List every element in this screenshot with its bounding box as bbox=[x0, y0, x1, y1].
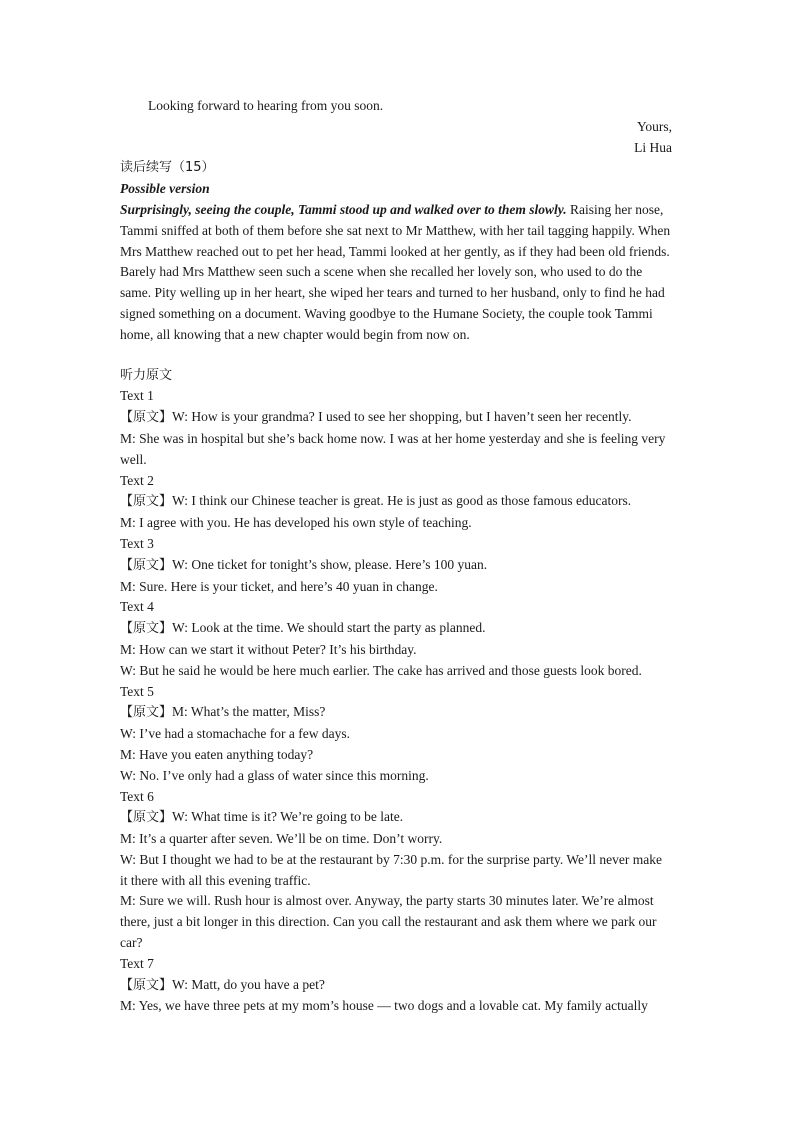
source-marker: 【原文】 bbox=[120, 705, 173, 721]
dialogue-line: W: But I thought we had to be at the restaurant by 7:30 p.m. for the surprise party. We’ll never make it there with all this evening traffic. bbox=[120, 851, 663, 888]
dialogue-text: W: I think our Chinese teacher is great. He is just as good as those famous educators. bbox=[172, 493, 632, 509]
dialogue-text: W: Matt, do you have a pet? bbox=[172, 976, 325, 992]
source-marker: 【原文】 bbox=[120, 410, 173, 426]
paragraph-body: Raising her nose, Tammi sniffed at both of them before she sat next to Mr Matthew, with her tail tagging happily. When Mrs Matthew reached out to pet her head, Tammi looked at her gently, as if they had been old friends. Barely had Mrs Matthew seen such a scene when she recalled her lovely son, who used to do the same. Pity welling up in her heart, she wiped her tears and turned to her husband, only to find he had signed something on a document. Waving goodbye to the Humane Society, the couple took Tammi home, all knowing that a new chapter would begin from now on. bbox=[120, 201, 671, 342]
dialogue-line: M: Have you eaten anything today? bbox=[120, 746, 314, 762]
dialogue-line bbox=[120, 975, 672, 997]
section-spacer bbox=[120, 346, 672, 366]
text-number-label: Text 7 bbox=[120, 955, 154, 971]
text-number-label: Text 4 bbox=[120, 599, 154, 615]
dialogue-text: W: What time is it? We’re going to be late. bbox=[172, 809, 404, 825]
listening-text-block bbox=[120, 471, 672, 534]
dialogue-line bbox=[120, 702, 672, 724]
dialogue-line: W: I’ve had a stomachache for a few days. bbox=[120, 726, 351, 742]
dialogue-line: W: But he said he would be here much earlier. The cake has arrived and those guests look bored. bbox=[120, 662, 642, 678]
listening-text-block bbox=[120, 954, 672, 1017]
section-title-continuation-writing: 读后续写（15） bbox=[120, 160, 215, 176]
dialogue-line bbox=[120, 491, 672, 513]
dialogue-line bbox=[120, 618, 672, 640]
text-number-label: Text 6 bbox=[120, 788, 154, 804]
listening-text-block bbox=[120, 597, 672, 681]
source-marker: 【原文】 bbox=[120, 977, 173, 993]
source-marker: 【原文】 bbox=[120, 621, 173, 637]
text-number-label: Text 5 bbox=[120, 683, 154, 699]
letter-closing-line: Looking forward to hearing from you soon. bbox=[148, 98, 384, 113]
section-title-listening-script: 听力原文 bbox=[120, 367, 173, 383]
dialogue-line: M: I agree with you. He has developed his own style of teaching. bbox=[120, 515, 472, 531]
dialogue-text: W: One ticket for tonight’s show, please. Here’s 100 yuan. bbox=[172, 556, 488, 572]
paragraph-lead-sentence: Surprisingly, seeing the couple, Tammi stood up and walked over to them slowly. bbox=[120, 201, 567, 217]
dialogue-line bbox=[120, 807, 672, 829]
dialogue-line: M: Sure we will. Rush hour is almost over. Anyway, the party starts 30 minutes later. We’re almost there, just a bit longer in this direction. Can you call the restaurant and ask them where we park our car? bbox=[120, 893, 657, 951]
dialogue-line: M: She was in hospital but she’s back home now. I was at her home yesterday and she is feeling very well. bbox=[120, 430, 666, 467]
text-number-label: Text 1 bbox=[120, 388, 154, 404]
dialogue-line: M: Sure. Here is your ticket, and here’s 40 yuan in change. bbox=[120, 578, 438, 594]
listening-text-block bbox=[120, 682, 672, 787]
dialogue-text: M: What’s the matter, Miss? bbox=[172, 704, 326, 720]
listening-text-block bbox=[120, 787, 672, 954]
source-marker: 【原文】 bbox=[120, 494, 173, 510]
possible-version-heading: Possible version bbox=[120, 181, 210, 197]
source-marker: 【原文】 bbox=[120, 810, 173, 826]
letter-signature: Li Hua bbox=[634, 139, 672, 155]
dialogue-line bbox=[120, 407, 672, 429]
text-number-label: Text 2 bbox=[120, 472, 154, 488]
dialogue-line: W: No. I’ve only had a glass of water since this morning. bbox=[120, 767, 429, 783]
listening-text-block bbox=[120, 534, 672, 597]
possible-version-paragraph bbox=[120, 200, 672, 346]
source-marker: 【原文】 bbox=[120, 557, 173, 573]
dialogue-line: M: Yes, we have three pets at my mom’s house — two dogs and a lovable cat. My family actually bbox=[120, 998, 648, 1014]
dialogue-line: M: How can we start it without Peter? It’s his birthday. bbox=[120, 641, 417, 657]
dialogue-text: W: Look at the time. We should start the party as planned. bbox=[172, 620, 486, 636]
text-number-label: Text 3 bbox=[120, 535, 154, 551]
listening-texts bbox=[120, 386, 672, 1017]
listening-text-block bbox=[120, 386, 672, 470]
dialogue-line bbox=[120, 555, 672, 577]
letter-signoff: Yours, bbox=[636, 118, 672, 134]
dialogue-text: W: How is your grandma? I used to see her shopping, but I haven’t seen her recently. bbox=[172, 409, 632, 425]
dialogue-line: M: It’s a quarter after seven. We’ll be on time. Don’t worry. bbox=[120, 831, 443, 847]
